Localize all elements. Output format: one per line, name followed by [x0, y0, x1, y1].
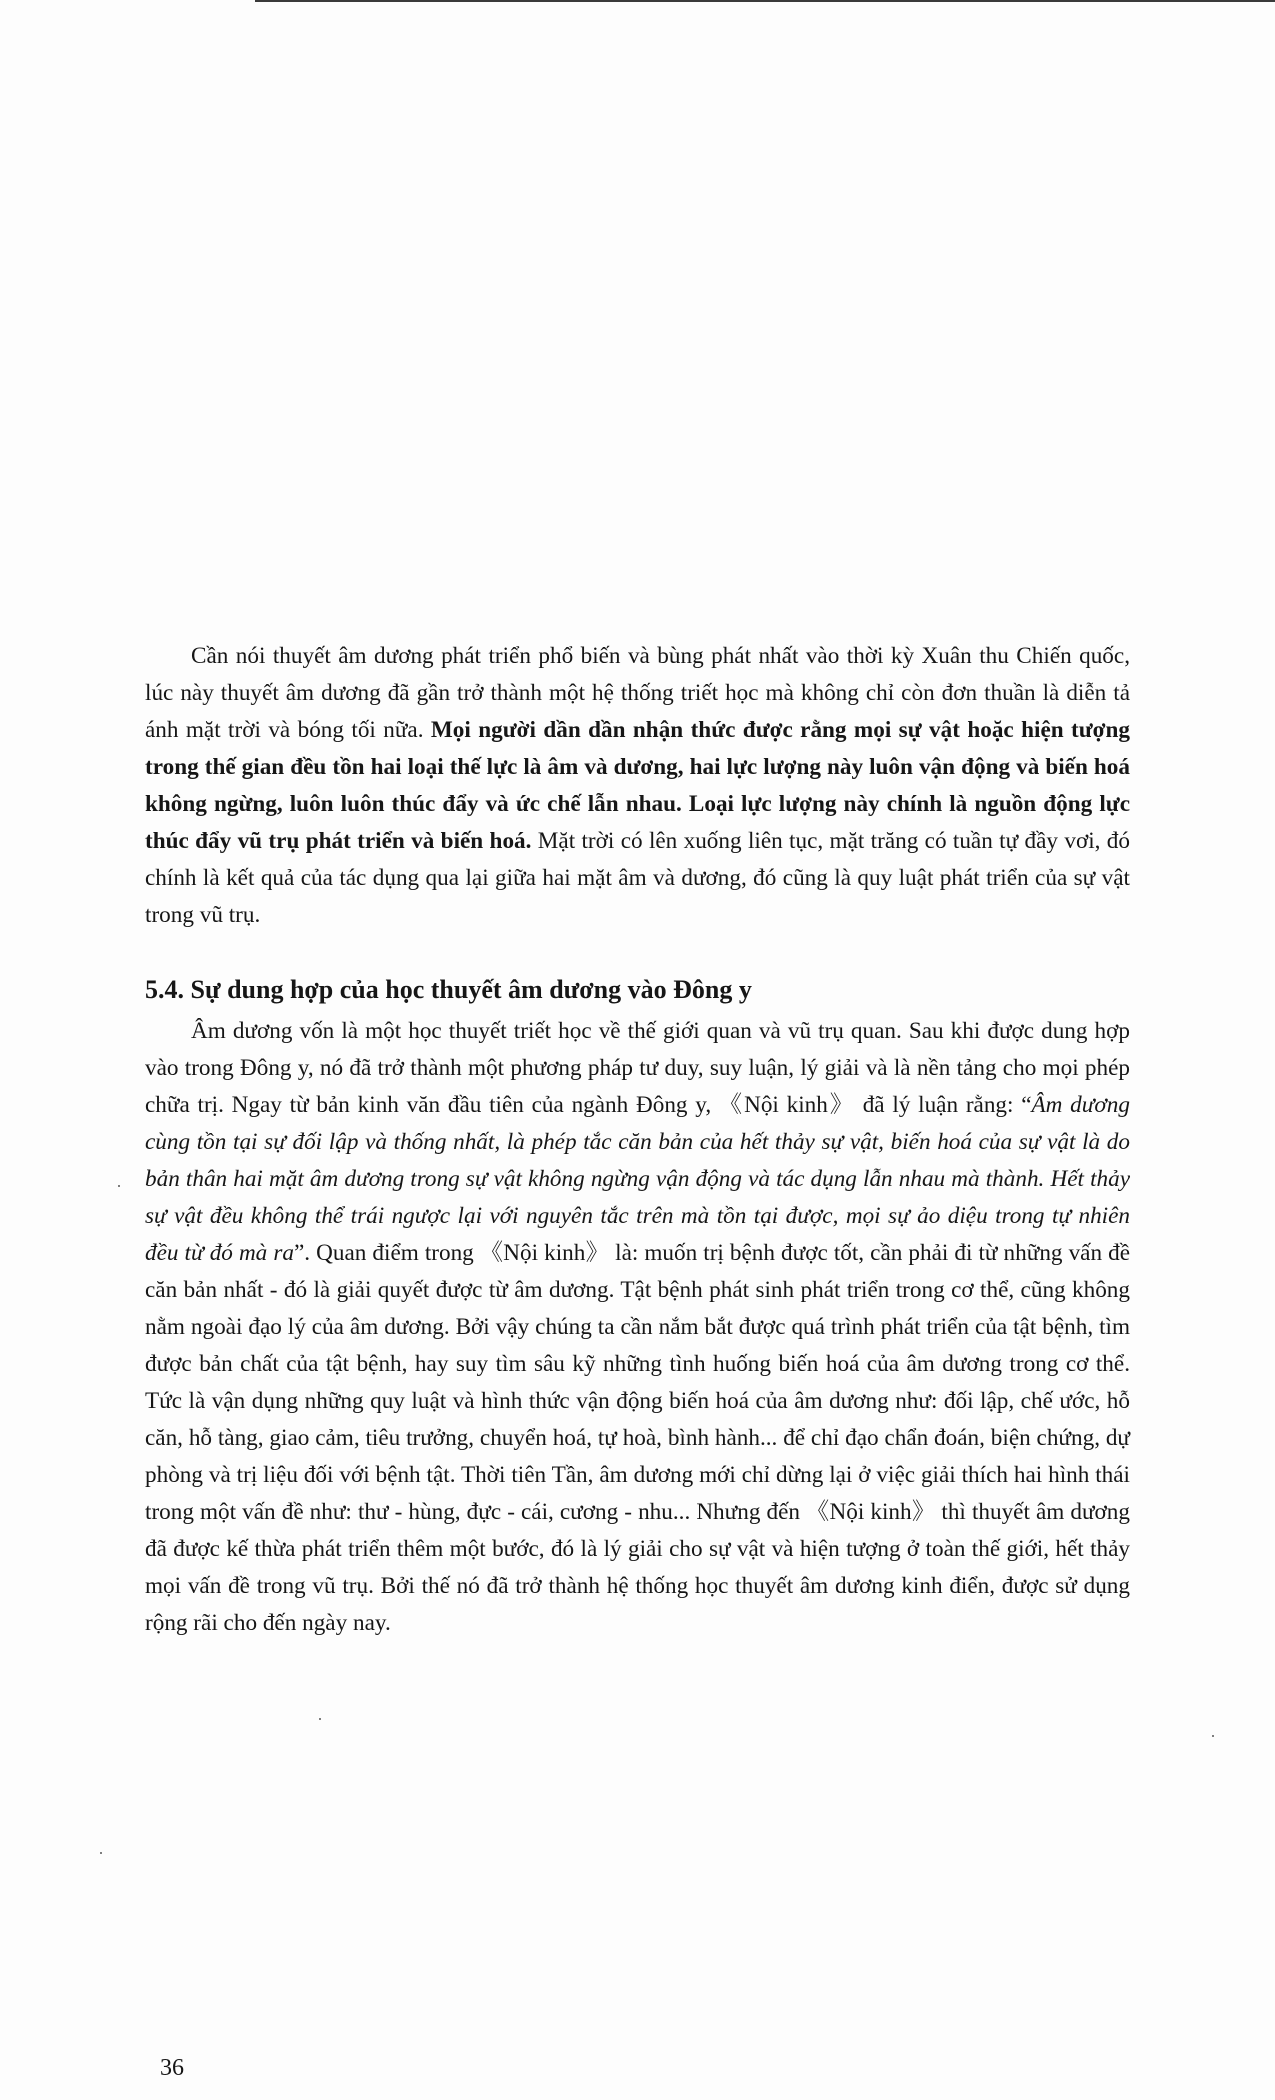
paragraph-text [145, 638, 1130, 934]
scan-speck [118, 1185, 120, 1187]
scan-speck [1212, 1735, 1214, 1737]
paragraph-text [145, 1013, 1130, 1642]
section-heading: 5.4. Sự dung hợp của học thuyết âm dương vào Đông y [145, 975, 752, 1004]
paragraph-emphasis: Mọi người dần dần nhận thức được rằng mọi sự vật hoặc hiện tượng trong thế gian đều tồn hai loại thế lực là âm và dương, hai lực lượng này luôn vận động và biến hoá không ngừng, luôn luôn thúc đẩy và ức chế lẫn nhau. Loại lực lượng này chính là nguồn động lực thúc đẩy vũ trụ phát triển và biến hoá. [145, 717, 1130, 854]
paragraph-intro: Cần nói thuyết âm dương phát triển phổ biến và bùng phát nhất vào thời kỳ Xuân thu Chiến quốc, lúc này thuyết âm dương đã gần trở thành một hệ thống triết học mà không chỉ còn đơn thuần là diễn tả ánh mặt trời và bóng tối nữa. [145, 643, 1130, 743]
paragraph-integration-into-eastern-medicine [145, 1013, 1130, 1642]
scan-speck [319, 1718, 321, 1720]
paragraph-yin-yang-development [145, 638, 1130, 934]
paragraph-conclusion: Mặt trời có lên xuống liên tục, mặt trăng có tuần tự đầy vơi, đó chính là kết quả của tác dụng qua lại giữa hai mặt âm và dương, đó cũng là quy luật phát triển của sự vật trong vũ trụ. [145, 828, 1130, 928]
scan-speck [100, 1852, 102, 1854]
top-border-line [255, 0, 1275, 2]
page-number: 36 [160, 2055, 184, 2081]
paragraph-part-1: Âm dương vốn là một học thuyết triết học về thế giới quan và vũ trụ quan. Sau khi được dung hợp vào trong Đông y, nó đã trở thành một phương pháp tư duy, suy luận, lý giải và là nền tảng cho mọi phép chữa trị. Ngay từ bản kinh văn đầu tiên của ngành Đông y, 《Nội kinh》 đã lý luận rằng: “ [145, 1018, 1130, 1118]
paragraph-part-2: ”. Quan điểm trong 《Nội kinh》 là: muốn trị bệnh được tốt, cần phải đi từ những vấn đề căn bản nhất - đó là giải quyết được từ âm dương. Tật bệnh phát sinh phát triển trong cơ thể, cũng không nằm ngoài đạo lý của âm dương. Bởi vậy chúng ta cần nắm bắt được quá trình phát triển của tật bệnh, tìm được bản chất của tật bệnh, hay suy tìm sâu kỹ những tình huống biến hoá của âm dương trong cơ thể. Tức là vận dụng những quy luật và hình thức vận động biến hoá của âm dương như: đối lập, chế ước, hỗ căn, hỗ tàng, giao cảm, tiêu trưởng, chuyển hoá, tự hoà, bình hành... để chỉ đạo chẩn đoán, biện chứng, dự phòng và trị liệu đối với bệnh tật. Thời tiên Tần, âm dương mới chỉ dừng lại ở việc giải thích hai hình thái trong một vấn đề như: thư - hùng, đực - cái, cương - nhu... Nhưng đến 《Nội kinh》 thì thuyết âm dương đã được kế thừa phát triển thêm một bước, đó là lý giải cho sự vật và hiện tượng ở toàn thế giới, hết thảy mọi vấn đề trong vũ trụ. Bởi thế nó đã trở thành hệ thống học thuyết âm dương kinh điển, được sử dụng rộng rãi cho đến ngày nay. [145, 1240, 1130, 1636]
classic-quote: Âm dương cùng tồn tại sự đối lập và thống nhất, là phép tắc căn bản của hết thảy sự vật, biến hoá của sự vật là do bản thân hai mặt âm dương trong sự vật không ngừng vận động và tác dụng lẫn nhau mà thành. Hết thảy sự vật đều không thể trái ngược lại với nguyên tắc trên mà tồn tại được, mọi sự ảo diệu trong tự nhiên đều từ đó mà ra [145, 1092, 1130, 1266]
